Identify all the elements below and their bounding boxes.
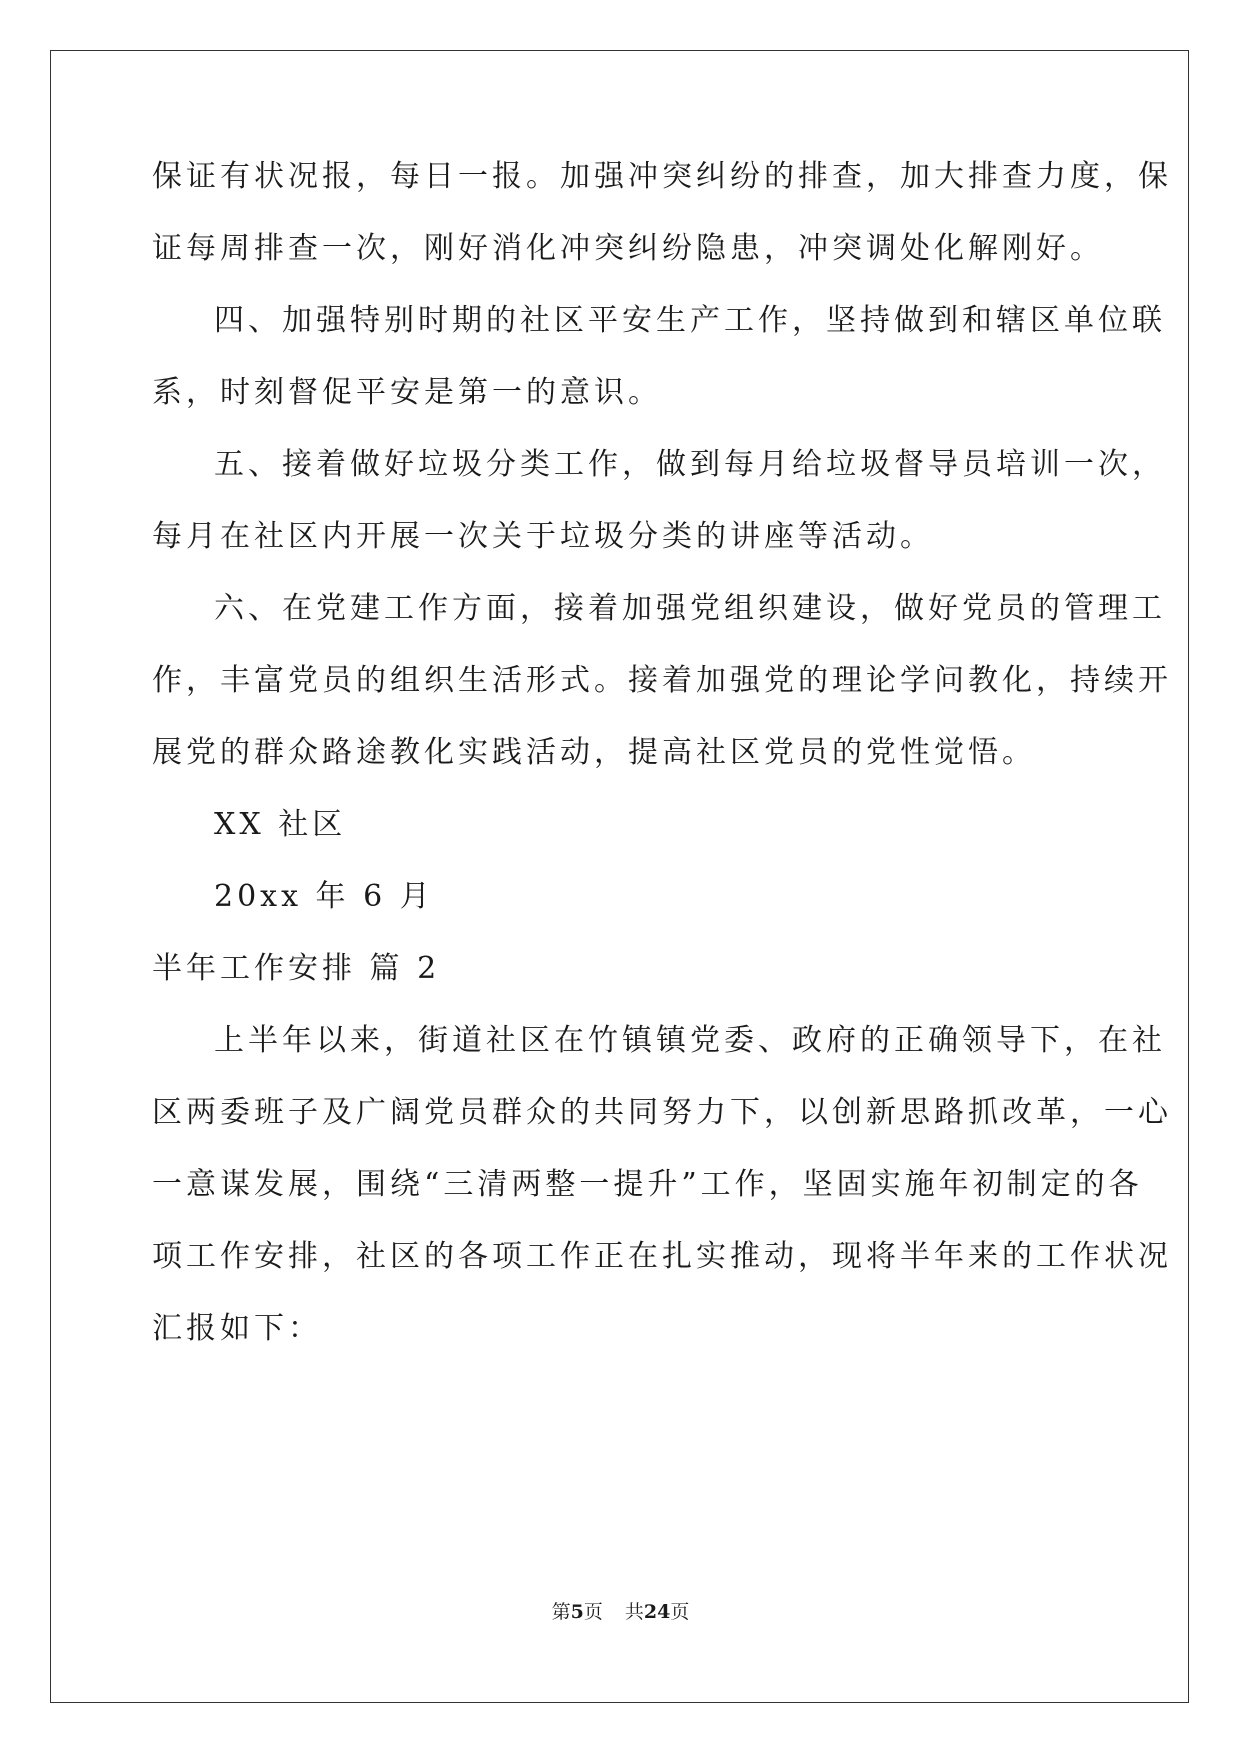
paragraph-line: 区两委班子及广阔党员群众的共同努力下，以创新思路抓改革，一心 [152,1095,1172,1130]
paragraph-line: 项工作安排，社区的各项工作正在扎实推动，现将半年来的工作状况 [152,1239,1172,1274]
page-border [50,50,1189,1703]
paragraph-line: 作，丰富党员的组织生活形式。接着加强党的理论学问教化，持续开 [152,663,1172,698]
paragraph-line: 五、接着做好垃圾分类工作，做到每月给垃圾督导员培训一次， [214,447,1166,482]
page-footer [0,1597,1241,1624]
total-pages: 24 [643,1601,671,1623]
paragraph-line: 汇报如下： [152,1311,322,1346]
page-suffix: 页 [583,1601,603,1623]
paragraph-line: 四、加强特别时期的社区平安生产工作，坚持做到和辖区单位联 [214,303,1166,338]
signature-date: 20xx 年 6 月 [214,879,434,914]
paragraph-line: 每月在社区内开展一次关于垃圾分类的讲座等活动。 [152,519,934,554]
total-prefix: 共 [624,1601,644,1623]
paragraph-line: 一意谋发展，围绕“三清两整一提升”工作，坚固实施年初制定的各 [152,1167,1143,1202]
paragraph-line: 保证有状况报，每日一报。加强冲突纠纷的排查，加大排查力度，保 [152,159,1172,194]
page-prefix: 第 [551,1601,571,1623]
signature-org: XX 社区 [214,807,347,842]
paragraph-line: 系，时刻督促平安是第一的意识。 [152,375,662,410]
paragraph-line: 六、在党建工作方面，接着加强党组织建设，做好党员的管理工 [214,591,1166,626]
page-number: 5 [570,1601,584,1623]
total-suffix: 页 [670,1601,690,1623]
paragraph-line: 上半年以来，街道社区在竹镇镇党委、政府的正确领导下，在社 [214,1023,1166,1058]
paragraph-line: 展党的群众路途教化实践活动，提高社区党员的党性觉悟。 [152,735,1036,770]
section-heading: 半年工作安排 篇 2 [152,951,441,986]
paragraph-line: 证每周排查一次，刚好消化冲突纠纷隐患，冲突调处化解刚好。 [152,231,1104,266]
